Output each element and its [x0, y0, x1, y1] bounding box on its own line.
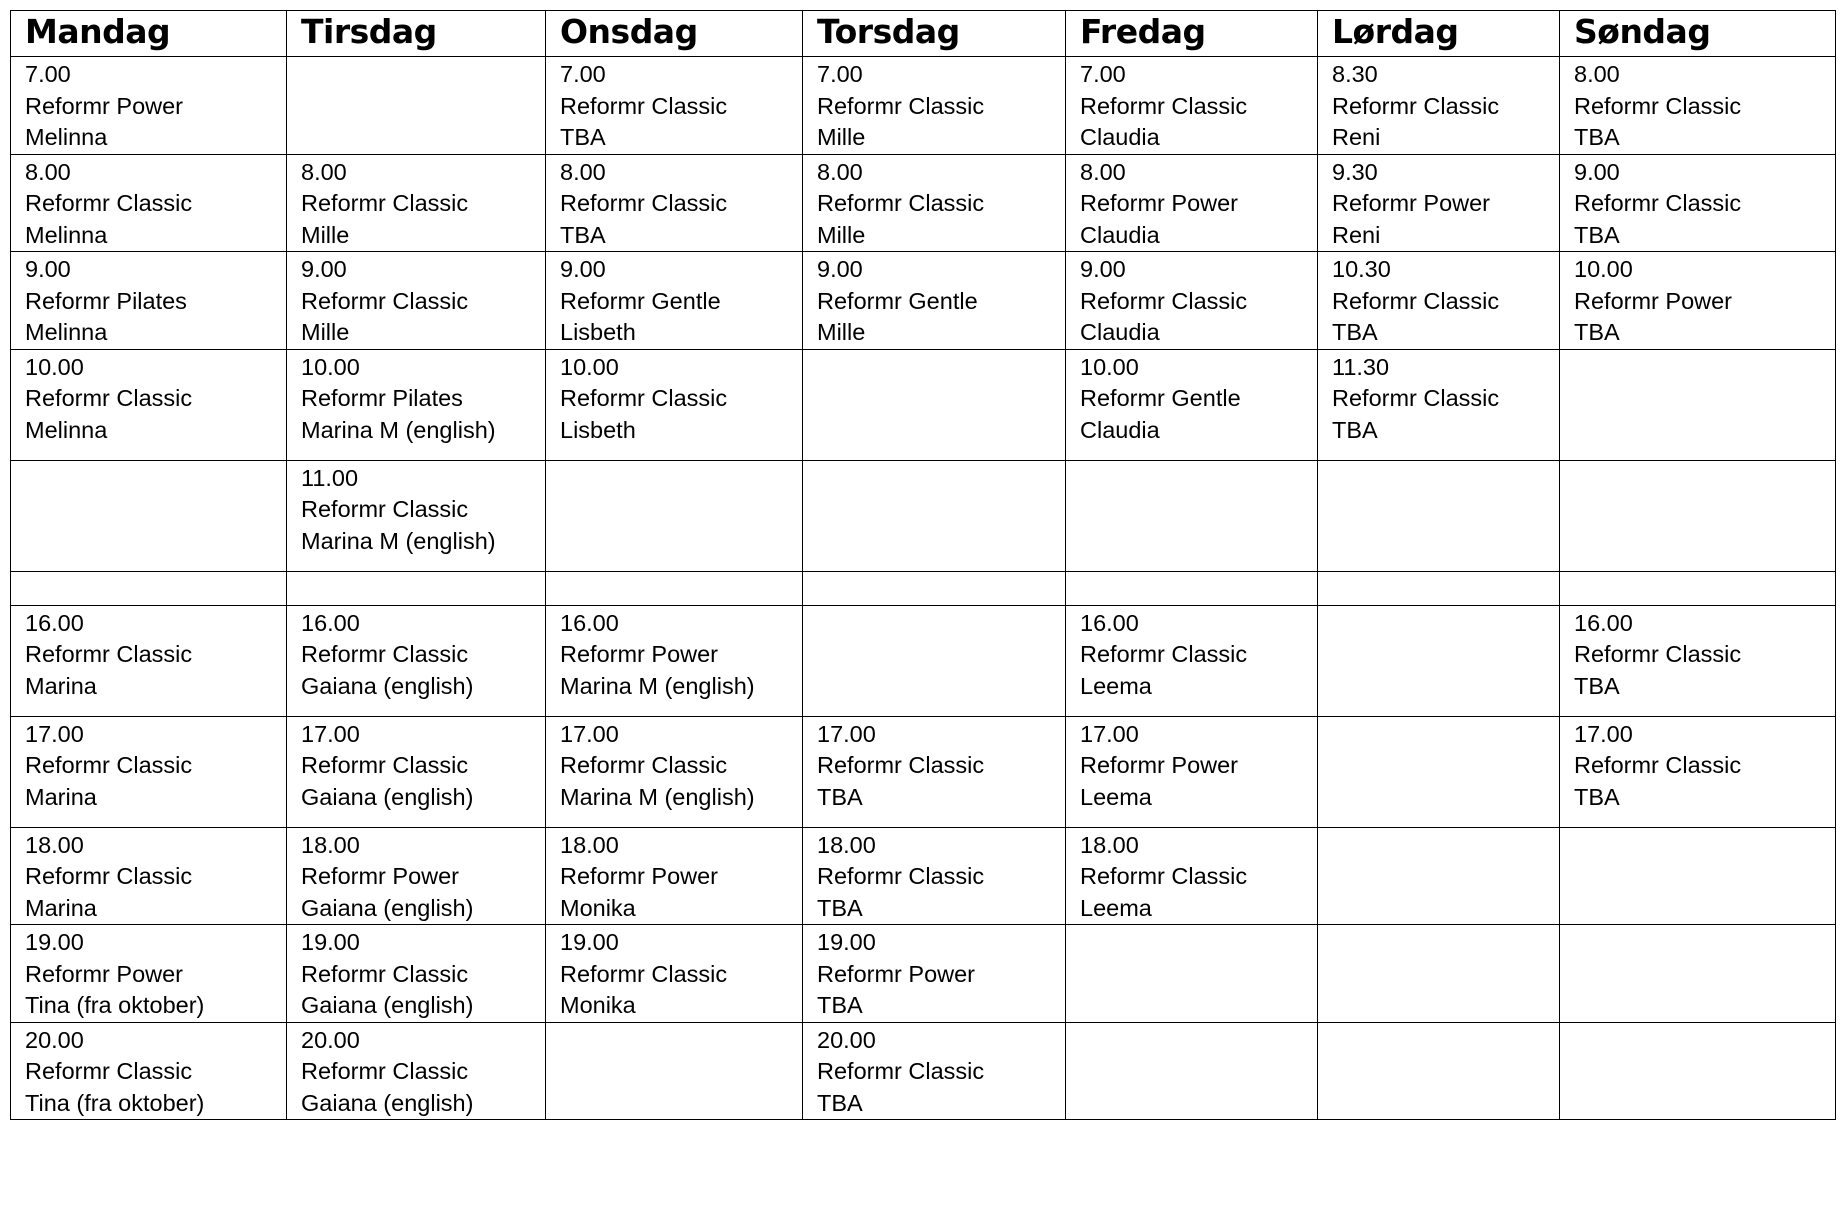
class-time: 18.00: [301, 831, 360, 858]
class-time: 11.00: [301, 464, 359, 491]
empty-slot: [1066, 460, 1318, 571]
class-instructor: Marina M (english): [560, 672, 755, 699]
empty-slot: [803, 571, 1066, 605]
class-slot-thursday: [803, 827, 1066, 925]
class-time: 8.00: [560, 158, 606, 185]
day-header-friday: Fredag: [1066, 11, 1318, 57]
class-instructor: Gaiana (english): [301, 783, 474, 810]
empty-slot: [1560, 349, 1836, 460]
class-slot-saturday: [1318, 252, 1560, 350]
class-slot-saturday: [1318, 349, 1560, 460]
class-instructor: Mille: [301, 319, 350, 345]
class-instructor: Reni: [1332, 124, 1381, 150]
class-instructor: Gaiana (english): [301, 1089, 474, 1116]
class-time: 19.00: [25, 929, 84, 955]
class-instructor: Marina M (english): [301, 416, 496, 443]
class-slot-monday: [11, 349, 287, 460]
class-name: Reformr Classic: [560, 385, 728, 411]
class-slot-tuesday: [287, 1022, 546, 1120]
class-instructor: Gaiana (english): [301, 992, 474, 1018]
class-time: 16.00: [25, 609, 84, 636]
class-time: 18.00: [1080, 831, 1139, 858]
class-time: 8.00: [301, 158, 347, 185]
class-name: Reformr Classic: [301, 287, 469, 314]
class-name: Reformr Classic: [25, 190, 193, 216]
class-instructor: TBA: [1332, 416, 1378, 443]
class-time: 18.00: [817, 831, 876, 858]
class-slot-monday: [11, 925, 287, 1023]
empty-slot: [1560, 1022, 1836, 1120]
class-time: 9.00: [560, 256, 606, 282]
empty-slot: [1560, 827, 1836, 925]
class-instructor: Claudia: [1080, 221, 1160, 248]
class-instructor: Melinna: [25, 124, 108, 150]
class-slot-tuesday: [287, 925, 546, 1023]
class-slot-thursday: [803, 716, 1066, 827]
empty-slot: [1318, 827, 1560, 925]
class-name: Reformr Classic: [817, 92, 985, 119]
class-name: Reformr Classic: [1080, 863, 1248, 889]
class-slot-monday: [11, 827, 287, 925]
class-instructor: Melinna: [25, 416, 108, 443]
class-slot-saturday: [1318, 57, 1560, 155]
class-name: Reformr Power: [25, 960, 184, 987]
class-time: 10.00: [1080, 353, 1139, 380]
empty-slot: [1560, 571, 1836, 605]
class-time: 8.00: [1574, 61, 1620, 87]
schedule-row: [11, 605, 1836, 716]
class-instructor: Melinna: [25, 319, 108, 345]
day-header-tuesday: Tirsdag: [287, 11, 546, 57]
class-name: Reformr Classic: [1080, 92, 1248, 119]
day-header-wednesday: Onsdag: [546, 11, 803, 57]
schedule-row: [11, 571, 1836, 605]
class-time: 17.00: [301, 720, 360, 747]
empty-slot: [1318, 460, 1560, 571]
class-slot-wednesday: [546, 827, 803, 925]
class-time: 9.30: [1332, 158, 1378, 185]
class-slot-thursday: [803, 925, 1066, 1023]
class-slot-friday: [1066, 154, 1318, 252]
class-name: Reformr Classic: [1332, 385, 1500, 411]
class-name: Reformr Classic: [301, 960, 469, 987]
class-instructor: Lisbeth: [560, 319, 636, 345]
schedule-row: [11, 57, 1836, 155]
class-slot-thursday: [803, 57, 1066, 155]
class-name: Reformr Classic: [560, 752, 728, 778]
class-instructor: TBA: [1332, 319, 1378, 345]
class-instructor: Mille: [301, 221, 350, 248]
empty-slot: [803, 605, 1066, 716]
empty-slot: [11, 460, 287, 571]
class-slot-tuesday: [287, 349, 546, 460]
class-time: 18.00: [560, 831, 619, 858]
class-slot-saturday: [1318, 154, 1560, 252]
empty-slot: [803, 349, 1066, 460]
class-name: Reformr Classic: [301, 752, 469, 778]
empty-slot: [1318, 925, 1560, 1023]
class-time: 8.00: [1080, 158, 1126, 185]
class-time: 16.00: [301, 609, 360, 636]
class-instructor: TBA: [1574, 124, 1620, 150]
empty-slot: [803, 460, 1066, 571]
class-slot-sunday: [1560, 57, 1836, 155]
class-instructor: Marina: [25, 783, 97, 810]
class-name: Reformr Power: [1574, 287, 1733, 314]
day-header-saturday: Lørdag: [1318, 11, 1560, 57]
class-time: 9.00: [1574, 158, 1620, 185]
class-slot-tuesday: [287, 827, 546, 925]
class-slot-friday: [1066, 57, 1318, 155]
class-time: 18.00: [25, 831, 84, 858]
class-instructor: Marina M (english): [560, 783, 755, 810]
class-slot-wednesday: [546, 154, 803, 252]
class-time: 20.00: [301, 1026, 360, 1053]
class-instructor: Reni: [1332, 221, 1381, 248]
class-instructor: Leema: [1080, 783, 1152, 810]
class-slot-sunday: [1560, 252, 1836, 350]
class-instructor: TBA: [1574, 672, 1620, 699]
class-instructor: Mille: [817, 221, 866, 248]
empty-slot: [1066, 571, 1318, 605]
class-slot-tuesday: [287, 154, 546, 252]
class-time: 7.00: [817, 61, 863, 87]
class-time: 8.30: [1332, 61, 1378, 87]
weekly-schedule: [10, 10, 1835, 1120]
class-slot-friday: [1066, 605, 1318, 716]
schedule-row: [11, 460, 1836, 571]
class-slot-wednesday: [546, 57, 803, 155]
class-instructor: Lisbeth: [560, 416, 636, 443]
class-time: 20.00: [25, 1026, 84, 1053]
class-instructor: TBA: [817, 894, 863, 921]
class-time: 17.00: [560, 720, 619, 747]
class-instructor: TBA: [817, 783, 863, 810]
class-slot-tuesday: [287, 605, 546, 716]
class-slot-thursday: [803, 154, 1066, 252]
class-name: Reformr Pilates: [25, 287, 187, 314]
class-time: 10.00: [560, 353, 619, 380]
class-name: Reformr Classic: [1332, 287, 1500, 314]
empty-slot: [546, 460, 803, 571]
empty-slot: [546, 571, 803, 605]
class-name: Reformr Pilates: [301, 385, 463, 411]
class-instructor: TBA: [817, 1089, 863, 1116]
class-time: 17.00: [1080, 720, 1139, 747]
class-time: 8.00: [25, 158, 71, 185]
class-name: Reformr Classic: [1574, 92, 1742, 119]
empty-slot: [1318, 571, 1560, 605]
class-slot-tuesday: [287, 716, 546, 827]
class-name: Reformr Power: [25, 92, 184, 119]
class-time: 17.00: [1574, 720, 1633, 747]
class-name: Reformr Classic: [1332, 92, 1500, 119]
class-slot-wednesday: [546, 349, 803, 460]
schedule-table: [10, 10, 1836, 1120]
class-slot-monday: [11, 252, 287, 350]
class-name: Reformr Classic: [817, 1058, 985, 1084]
class-instructor: Gaiana (english): [301, 672, 474, 699]
class-name: Reformr Power: [1080, 752, 1239, 778]
class-instructor: Gaiana (english): [301, 894, 474, 921]
class-time: 16.00: [1574, 609, 1633, 636]
day-header-thursday: Torsdag: [803, 11, 1066, 57]
class-instructor: TBA: [560, 124, 606, 150]
class-slot-thursday: [803, 252, 1066, 350]
class-instructor: Tina (fra oktober): [25, 992, 205, 1018]
class-instructor: Claudia: [1080, 124, 1160, 150]
class-instructor: Monika: [560, 894, 636, 921]
class-name: Reformr Gentle: [560, 287, 721, 314]
class-name: Reformr Classic: [817, 190, 985, 216]
class-name: Reformr Classic: [1080, 641, 1248, 667]
class-instructor: Leema: [1080, 894, 1152, 921]
class-time: 17.00: [817, 720, 876, 747]
class-time: 9.00: [817, 256, 863, 282]
class-name: Reformr Power: [1080, 190, 1239, 216]
class-instructor: TBA: [1574, 783, 1620, 810]
empty-slot: [287, 57, 546, 155]
class-name: Reformr Classic: [560, 960, 728, 987]
class-slot-monday: [11, 605, 287, 716]
class-slot-friday: [1066, 252, 1318, 350]
schedule-row: [11, 716, 1836, 827]
class-name: Reformr Gentle: [1080, 385, 1241, 411]
class-time: 9.00: [25, 256, 71, 282]
class-slot-sunday: [1560, 605, 1836, 716]
class-name: Reformr Classic: [301, 641, 469, 667]
class-name: Reformr Classic: [1574, 752, 1742, 778]
class-slot-thursday: [803, 1022, 1066, 1120]
class-instructor: Marina: [25, 894, 97, 921]
class-instructor: TBA: [817, 992, 863, 1018]
class-name: Reformr Classic: [25, 641, 193, 667]
class-name: Reformr Classic: [1080, 287, 1248, 314]
class-slot-wednesday: [546, 716, 803, 827]
class-instructor: Mille: [817, 124, 866, 150]
empty-slot: [1066, 1022, 1318, 1120]
class-name: Reformr Classic: [25, 1058, 193, 1084]
class-instructor: Tina (fra oktober): [25, 1089, 205, 1116]
empty-slot: [287, 571, 546, 605]
class-time: 11.30: [1332, 353, 1390, 380]
class-name: Reformr Power: [560, 863, 719, 889]
class-time: 10.00: [301, 353, 360, 380]
class-instructor: Claudia: [1080, 416, 1160, 443]
class-name: Reformr Classic: [1574, 641, 1742, 667]
empty-slot: [1560, 925, 1836, 1023]
class-time: 16.00: [560, 609, 619, 636]
schedule-row: [11, 349, 1836, 460]
empty-slot: [1066, 925, 1318, 1023]
class-slot-wednesday: [546, 925, 803, 1023]
schedule-row: [11, 827, 1836, 925]
class-name: Reformr Power: [560, 641, 719, 667]
class-time: 8.00: [817, 158, 863, 185]
class-time: 9.00: [301, 256, 347, 282]
class-name: Reformr Classic: [25, 752, 193, 778]
schedule-row: [11, 925, 1836, 1023]
class-instructor: Marina M (english): [301, 527, 496, 554]
day-header-row: [11, 11, 1836, 57]
class-time: 16.00: [1080, 609, 1139, 636]
class-time: 7.00: [560, 61, 606, 87]
class-name: Reformr Classic: [25, 863, 193, 889]
schedule-row: [11, 154, 1836, 252]
class-name: Reformr Classic: [560, 92, 728, 119]
class-time: 17.00: [25, 720, 84, 747]
class-instructor: TBA: [560, 221, 606, 248]
empty-slot: [1318, 716, 1560, 827]
class-name: Reformr Power: [817, 960, 976, 987]
class-slot-sunday: [1560, 716, 1836, 827]
class-slot-tuesday: [287, 460, 546, 571]
empty-slot: [1318, 1022, 1560, 1120]
schedule-body: [11, 57, 1836, 1120]
class-name: Reformr Classic: [1574, 190, 1742, 216]
class-slot-sunday: [1560, 154, 1836, 252]
class-instructor: TBA: [1574, 221, 1620, 248]
class-name: Reformr Power: [301, 863, 460, 889]
class-slot-tuesday: [287, 252, 546, 350]
class-time: 10.00: [1574, 256, 1633, 282]
class-name: Reformr Gentle: [817, 287, 978, 314]
empty-slot: [11, 571, 287, 605]
class-slot-monday: [11, 57, 287, 155]
class-instructor: Melinna: [25, 221, 108, 248]
class-slot-friday: [1066, 827, 1318, 925]
class-slot-monday: [11, 1022, 287, 1120]
day-header-sunday: Søndag: [1560, 11, 1836, 57]
empty-slot: [1318, 605, 1560, 716]
class-name: Reformr Classic: [301, 1058, 469, 1084]
class-name: Reformr Classic: [817, 863, 985, 889]
day-header-monday: Mandag: [11, 11, 287, 57]
class-time: 19.00: [301, 929, 360, 955]
class-time: 19.00: [560, 929, 619, 955]
class-time: 7.00: [25, 61, 71, 87]
class-instructor: Marina: [25, 672, 97, 699]
class-name: Reformr Power: [1332, 190, 1491, 216]
class-name: Reformr Classic: [301, 496, 469, 522]
class-slot-wednesday: [546, 605, 803, 716]
class-name: Reformr Classic: [301, 190, 469, 216]
class-instructor: Monika: [560, 992, 636, 1018]
class-slot-wednesday: [546, 252, 803, 350]
class-instructor: Leema: [1080, 672, 1152, 699]
class-time: 20.00: [817, 1026, 876, 1053]
class-time: 19.00: [817, 929, 876, 955]
class-instructor: TBA: [1574, 319, 1620, 345]
class-time: 10.30: [1332, 256, 1391, 282]
class-slot-monday: [11, 716, 287, 827]
schedule-row: [11, 252, 1836, 350]
class-name: Reformr Classic: [817, 752, 985, 778]
class-slot-friday: [1066, 349, 1318, 460]
class-instructor: Claudia: [1080, 319, 1160, 345]
class-instructor: Mille: [817, 319, 866, 345]
class-time: 7.00: [1080, 61, 1126, 87]
class-name: Reformr Classic: [560, 190, 728, 216]
empty-slot: [546, 1022, 803, 1120]
class-name: Reformr Classic: [25, 385, 193, 411]
empty-slot: [1560, 460, 1836, 571]
class-slot-monday: [11, 154, 287, 252]
class-time: 9.00: [1080, 256, 1126, 282]
class-time: 10.00: [25, 353, 84, 380]
class-slot-friday: [1066, 716, 1318, 827]
schedule-row: [11, 1022, 1836, 1120]
